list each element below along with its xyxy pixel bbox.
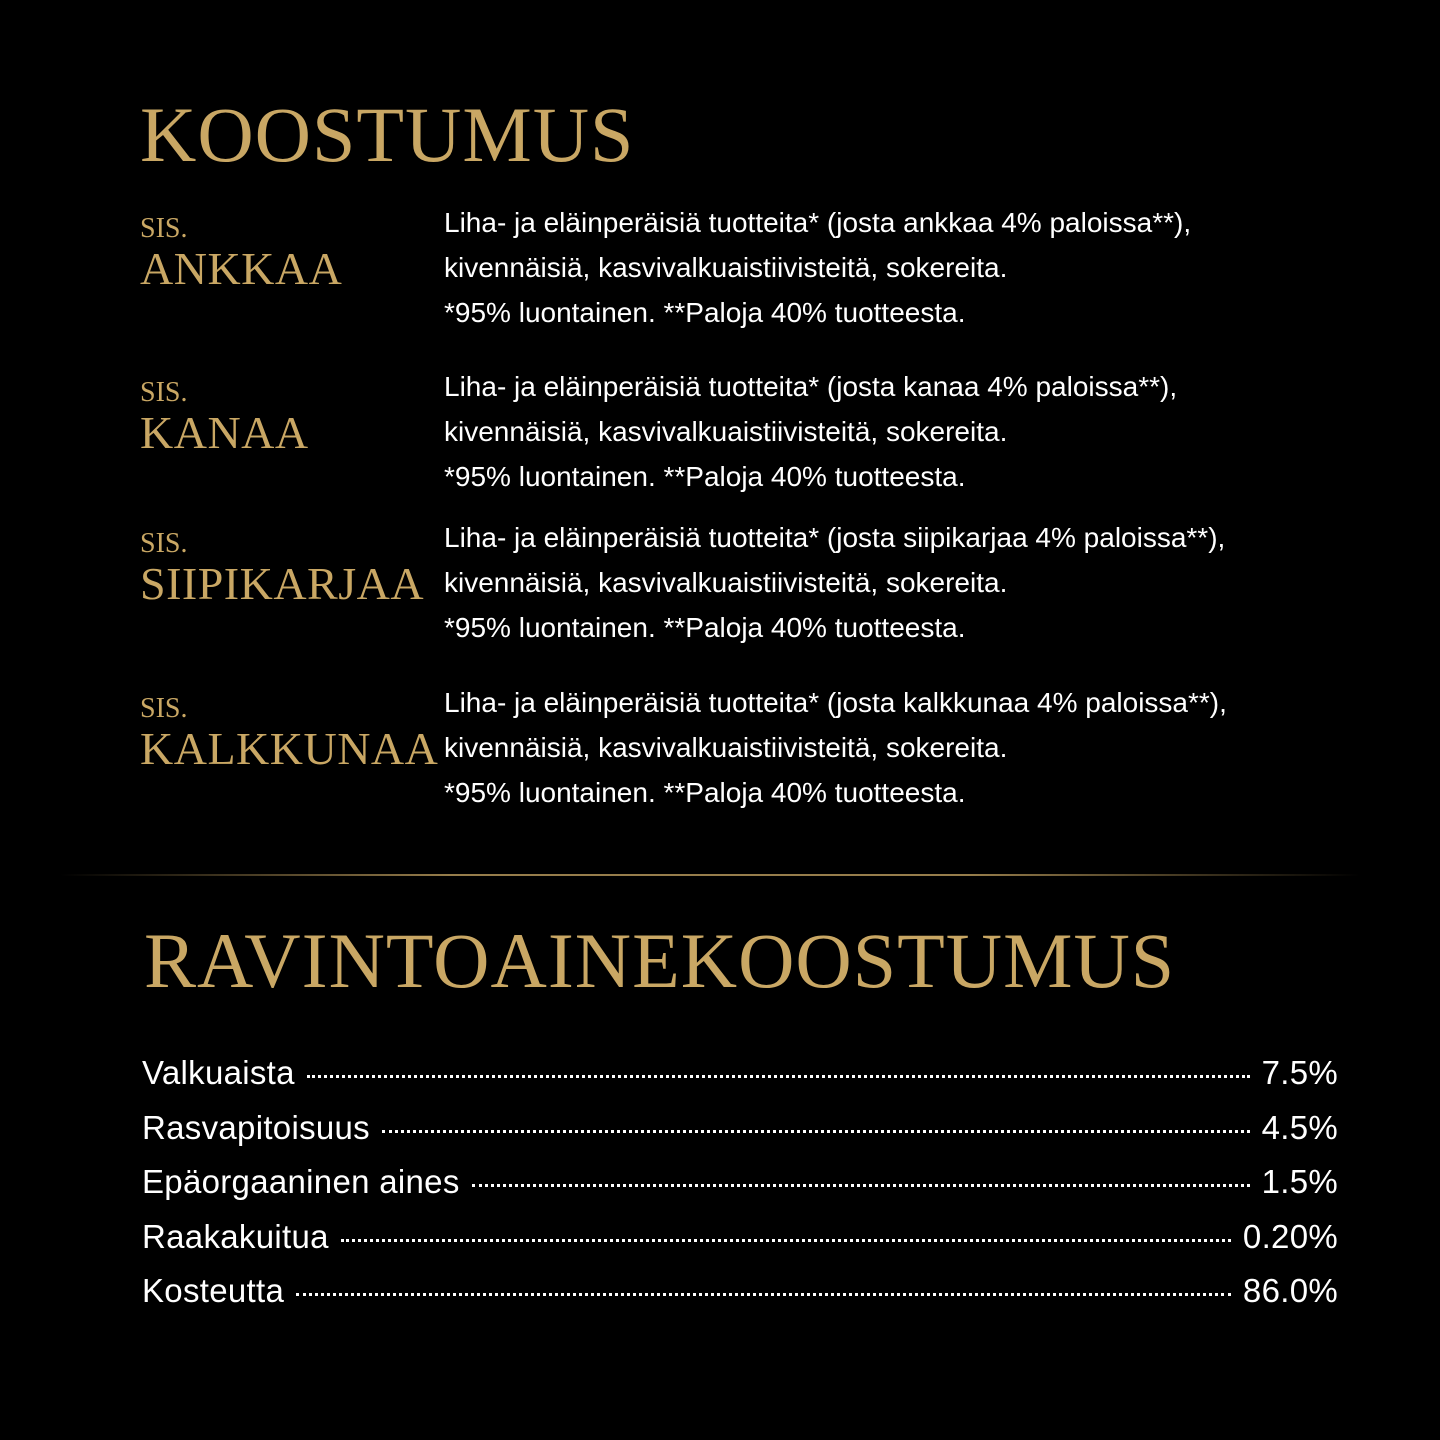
ingredients-footnote: *95% luontainen. **Paloja 40% tuotteesta. [444, 612, 966, 643]
variant-prefix: SIS. [140, 693, 188, 724]
ingredients-line: kivennäisiä, kasvivalkuaistiivisteitä, sokereita. [444, 416, 1008, 447]
variant-prefix: SIS. [140, 528, 188, 559]
variant-flavor: ANKKAA [140, 243, 343, 294]
nutrient-name: Rasvapitoisuus [142, 1108, 370, 1146]
ingredients-footnote: *95% luontainen. **Paloja 40% tuotteesta. [444, 297, 966, 328]
composition-variant-ankkaa [0, 200, 1440, 330]
composition-variant-siipikarjaa [0, 515, 1440, 645]
variant-label [140, 694, 438, 774]
ingredients-line: Liha- ja eläinperäisiä tuotteita* (josta siipikarjaa 4% paloissa**), [444, 522, 1226, 553]
dot-leader [296, 1293, 1231, 1296]
nutrient-name: Kosteutta [142, 1272, 285, 1309]
ingredients-line: Liha- ja eläinperäisiä tuotteita* (josta ankkaa 4% paloissa**), [444, 207, 1192, 238]
dot-leader [341, 1239, 1231, 1242]
ingredients-footnote: *95% luontainen. **Paloja 40% tuotteesta. [444, 461, 966, 492]
variant-label [140, 214, 342, 294]
nutrition-row [142, 1050, 1338, 1105]
section-divider [60, 874, 1360, 876]
nutrient-value: 86.0% [1242, 1272, 1338, 1309]
dot-leader [382, 1130, 1250, 1133]
variant-ingredients [444, 515, 1225, 650]
nutrition-row [142, 1268, 1338, 1323]
nutrition-row [142, 1159, 1338, 1214]
dot-leader [307, 1075, 1250, 1078]
composition-variant-kanaa [0, 364, 1440, 494]
nutrition-title: RAVINTOAINEKOOSTUMUS [144, 917, 1176, 1004]
composition-title: KOOSTUMUS [140, 91, 635, 178]
nutrition-row [142, 1214, 1338, 1269]
variant-ingredients [444, 364, 1177, 499]
nutrient-value: 4.5% [1261, 1108, 1338, 1146]
nutrient-value: 0.20% [1242, 1217, 1338, 1255]
nutrition-table [142, 1050, 1338, 1323]
variant-prefix: SIS. [140, 213, 188, 244]
variant-ingredients [444, 200, 1191, 335]
ingredients-line: Liha- ja eläinperäisiä tuotteita* (josta kanaa 4% paloissa**), [444, 371, 1178, 402]
variant-ingredients [444, 680, 1227, 815]
variant-flavor: SIIPIKARJAA [140, 558, 425, 609]
nutrient-value: 1.5% [1261, 1163, 1338, 1200]
ingredients-line: kivennäisiä, kasvivalkuaistiivisteitä, sokereita. [444, 732, 1008, 763]
variant-flavor: KALKKUNAA [140, 723, 439, 774]
variant-label [140, 378, 309, 458]
variant-label [140, 529, 424, 609]
nutrient-value: 7.5% [1261, 1054, 1338, 1091]
variant-prefix: SIS. [140, 377, 188, 408]
nutrient-name: Raakakuitua [142, 1217, 329, 1255]
nutrient-name: Epäorgaaninen aines [142, 1163, 460, 1200]
ingredients-footnote: *95% luontainen. **Paloja 40% tuotteesta. [444, 777, 966, 808]
dot-leader [472, 1184, 1250, 1187]
ingredients-line: kivennäisiä, kasvivalkuaistiivisteitä, sokereita. [444, 252, 1008, 283]
composition-variant-kalkkunaa [0, 680, 1440, 810]
ingredients-line: kivennäisiä, kasvivalkuaistiivisteitä, sokereita. [444, 567, 1008, 598]
nutrition-row [142, 1105, 1338, 1160]
nutrient-name: Valkuaista [142, 1054, 295, 1091]
variant-flavor: KANAA [140, 407, 309, 458]
ingredients-line: Liha- ja eläinperäisiä tuotteita* (josta kalkkunaa 4% paloissa**), [444, 687, 1227, 718]
